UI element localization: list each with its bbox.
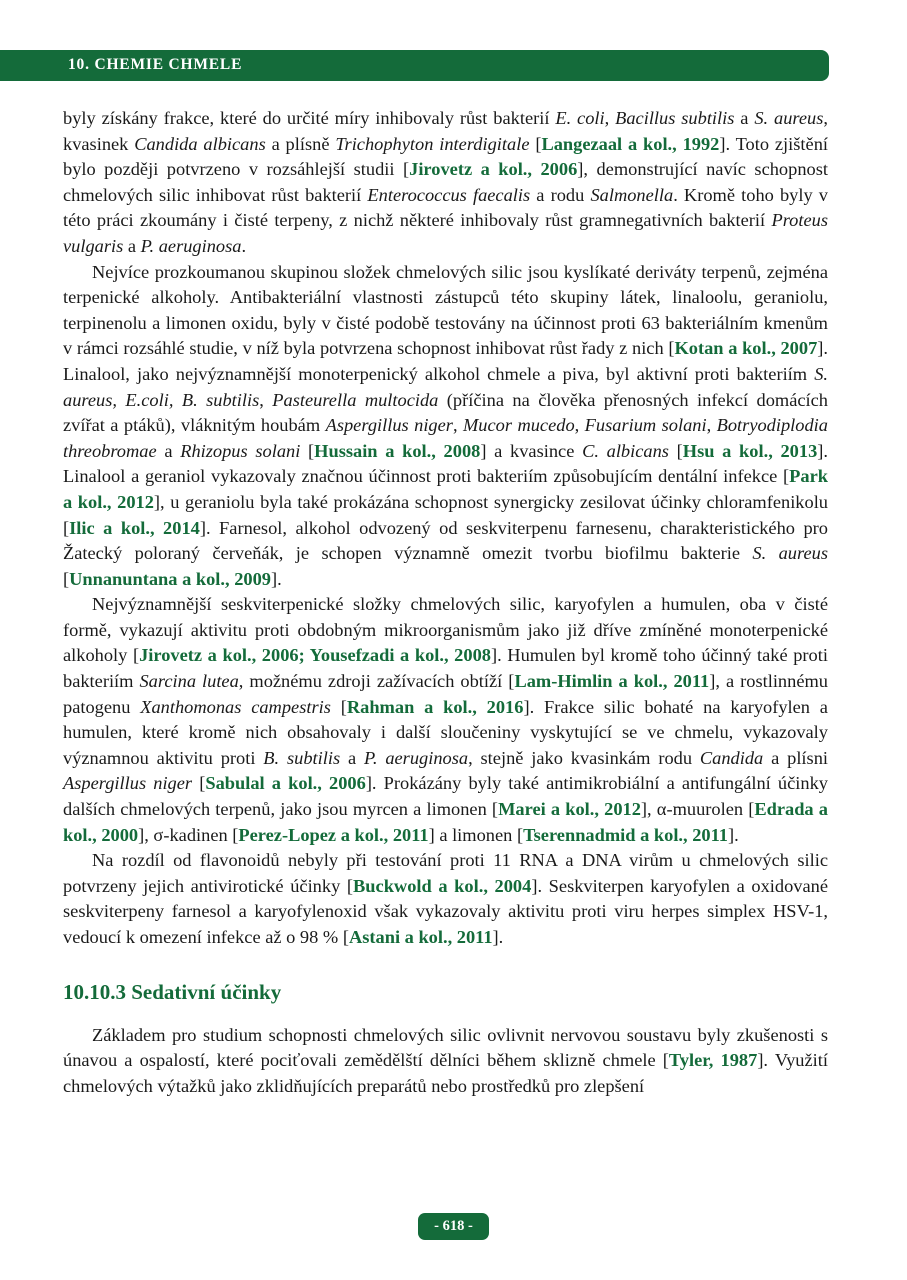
text-run: ], demonstrující navíc schopnost chmelových silic inhibovat růst bakterií <box>63 159 828 205</box>
citation-link[interactable]: Edrada a kol., 2000 <box>63 799 828 845</box>
species-name: Aspergillus niger <box>325 415 453 436</box>
text-run: ], α-muurolen [ <box>640 799 755 820</box>
citation-link[interactable]: Marei a kol., 2012 <box>498 799 641 820</box>
species-name: S. aureus, E.coli, B. subtilis <box>63 363 828 410</box>
page-body <box>63 106 828 1099</box>
text-run: Na rozdíl od flavonoidů nebyly při testování proti 11 RNA a DNA virům u chmelových silic potvrzeny jejich antivirotické účinky [ <box>63 850 828 896</box>
text-run: , <box>452 415 463 436</box>
species-name: Salmonella <box>590 184 674 205</box>
citation-link[interactable]: Tyler, 1987 <box>668 1050 758 1071</box>
text-run: [ <box>668 440 683 461</box>
text-run: , kvasinek <box>63 108 829 154</box>
citation-link[interactable]: Unnanuntana a kol., 2009 <box>69 568 271 589</box>
text-run: [ <box>300 440 315 461</box>
citation-link[interactable]: Park a kol., 2012 <box>63 466 828 512</box>
text-run: a plísně <box>265 133 336 154</box>
text-run: , <box>574 415 585 436</box>
citation-link[interactable]: Tserennadmid a kol., 2011 <box>523 824 728 845</box>
citation-link[interactable]: Jirovetz a kol., 2006 <box>409 159 578 180</box>
species-name: Enterococcus faecalis <box>367 184 531 205</box>
species-name: Mucor mucedo <box>462 415 575 436</box>
text-run: a rodu <box>530 184 591 205</box>
citation-link[interactable]: Hsu a kol., 2013 <box>682 440 818 461</box>
citation-link[interactable]: Ilic a kol., 2014 <box>69 517 200 538</box>
paragraph <box>63 260 828 593</box>
text-run: (příčina na člověka přenosných infekcí domácích zvířat a ptáků), vláknitým houbám <box>63 389 828 436</box>
species-name: Candida <box>699 747 764 768</box>
species-name: Xanthomonas campestris <box>140 696 331 717</box>
citation-link[interactable]: Perez-Lopez a kol., 2011 <box>238 824 429 845</box>
text-run: . <box>241 235 247 256</box>
citation-link[interactable]: Jirovetz a kol., 2006; Yousefzadi a kol., 2008 <box>139 645 491 666</box>
species-name: S. aureus <box>752 543 828 564</box>
chapter-header-bar <box>0 50 829 81</box>
text-run: ], σ-kadinen [ <box>138 824 239 845</box>
text-run: [ <box>192 773 206 794</box>
text-run: a <box>156 440 181 461</box>
section-paragraphs <box>63 1023 828 1100</box>
text-run: ]. Farnesol, alkohol odvozený od seskviterpenu farnesenu, charakteristického pro Žatecký poloraný červeňák, je schopen významně omezit tvorbu biofilmu bakterie <box>63 517 828 564</box>
text-run: a <box>340 747 364 768</box>
species-name: Bacillus subtilis <box>615 108 735 128</box>
text-run: ]. <box>492 927 504 947</box>
text-run: [ <box>529 133 542 154</box>
text-run: , možnému zdroji zažívacích obtíží [ <box>238 671 515 692</box>
text-run: ]. Seskviterpen karyofylen a oxidované seskviterpeny farnesol a karyofylenoxid však vykazovaly aktivitu proti viru herpes simplex HSV-1, vedoucí k omezení infekce až o 98 % [ <box>63 875 828 947</box>
text-run: , <box>604 108 616 128</box>
species-name: Sarcina lutea <box>139 671 239 692</box>
text-run: ]. Frakce silic bohaté na karyofylen a humulen, které kromě nich obsahovaly i další sloučeniny vyskytující se ve chmelu, vykazovaly významnou aktivitu proti <box>63 696 828 768</box>
text-run: ] a kvasince <box>480 440 583 461</box>
text-run: ]. Humulen byl kromě toho účinný také proti bakteriím <box>63 645 828 692</box>
page-number-badge: - 618 - <box>418 1213 489 1240</box>
species-name: Candida albicans <box>134 133 266 154</box>
citation-link[interactable]: Langezaal a kol., 1992 <box>541 133 720 154</box>
species-name: P. aeruginosa <box>364 747 469 768</box>
text-run: Základem pro studium schopnosti chmelových silic ovlivnit nervovou soustavu byly zkušenosti s únavou a ospalostí, které pociťovali zemědělští dělníci během sklizně chmele [ <box>63 1024 828 1071</box>
chapter-title: 10. CHEMIE CHMELE <box>68 56 243 73</box>
text-run: ], a rostlinnému patogenu <box>63 671 828 717</box>
citation-link[interactable]: Sabulal a kol., 2006 <box>205 773 366 794</box>
text-run: Nejvíce prozkoumanou skupinou složek chmelových silic jsou kyslíkaté deriváty terpenů, zejména terpenické alkoholy. Antibakteriální vlastnosti zástupců této skupiny látek, linaloolu, geraniolu, terpinenolu a limonen oxidu, byly v čisté podobě testovány na účinnost proti 63 bakteriálním kmenům v rámci rozsáhlé studie, v níž byla potvrzena schopnost inhibovat růst řady z nich [ <box>63 261 828 359</box>
citation-link[interactable]: Lam-Himlin a kol., 2011 <box>514 671 710 692</box>
text-run: [ <box>330 696 347 717</box>
citation-link[interactable]: Hussain a kol., 2008 <box>314 440 481 461</box>
species-name: P. aeruginosa <box>140 235 242 256</box>
text-run: , stejně jako kvasinkám rodu <box>468 747 700 768</box>
species-name: Aspergillus niger <box>63 773 193 794</box>
section-heading: 10.10.3 Sedativní účinky <box>63 979 282 1004</box>
text-run: . Kromě toho byly v této práci zkoumány i čisté terpeny, z nichž některé inhibovaly růst gramnegativních bakterií <box>63 184 828 231</box>
species-name: S. aureus <box>754 108 824 128</box>
text-run: , <box>706 415 717 436</box>
text-run: [ <box>63 568 70 589</box>
text-run: a <box>123 235 141 256</box>
species-name: C. albicans <box>582 440 669 461</box>
paragraph <box>63 848 828 950</box>
text-run: ]. <box>270 568 282 589</box>
species-name: Rhizopus solani <box>180 440 301 461</box>
text-run: , <box>259 389 273 410</box>
species-name: Proteus vulgaris <box>63 210 828 256</box>
text-run: ]. Linalool a geraniol vykazovaly značnou účinnost proti bakteriím způsobujícím dentální infekce [ <box>63 440 828 487</box>
text-run: ] a limonen [ <box>428 824 524 845</box>
text-run: ]. Linalool, jako nejvýznamnější monoterpenický alkohol chmele a piva, byl aktivní proti bakteriím <box>63 338 828 384</box>
species-name: Fusarium solani <box>584 415 707 436</box>
citation-link[interactable]: Astani a kol., 2011 <box>348 927 493 947</box>
text-run: ], u geraniolu byla také prokázána schopnost synergicky zesilovat účinky chloramfenikolu [ <box>63 491 828 538</box>
text-run: byly získány frakce, které do určité míry inhibovaly růst bakterií <box>63 108 556 128</box>
text-run: ]. Toto zjištění bylo později potvrzeno v rozsáhlejší studii [ <box>63 133 828 180</box>
species-name: Botryodiplodia threobromae <box>63 415 828 461</box>
species-name: Pasteurella multocida <box>272 389 439 410</box>
paragraph <box>63 106 828 260</box>
text-run: ]. Využití chmelových výtažků jako zklidňujících preparátů nebo prostředků pro zlepšení <box>63 1050 828 1096</box>
text-run: a <box>734 108 755 128</box>
citation-link[interactable]: Kotan a kol., 2007 <box>674 338 818 359</box>
text-run: a plísni <box>763 747 828 768</box>
species-name: E. coli <box>555 108 605 128</box>
text-run: ]. <box>728 824 739 845</box>
citation-link[interactable]: Buckwold a kol., 2004 <box>353 875 532 896</box>
species-name: Trichophyton interdigitale <box>335 133 530 154</box>
paragraph <box>63 592 828 848</box>
text-run: ]. Prokázány byly také antimikrobiální a antifungální účinky dalších chmelových terpenů, jako jsou myrcen a limonen [ <box>63 773 828 820</box>
citation-link[interactable]: Rahman a kol., 2016 <box>346 696 524 717</box>
species-name: B. subtilis <box>263 747 341 768</box>
paragraphs <box>63 106 828 951</box>
text-run: Nejvýznamnější seskviterpenické složky chmelových silic, karyofylen a humulen, oba v čisté formě, vykazují aktivitu proti obdobným mikroorganismům jako již dříve zmíněné monoterpenické alkoholy [ <box>63 594 828 666</box>
paragraph <box>63 1023 828 1100</box>
